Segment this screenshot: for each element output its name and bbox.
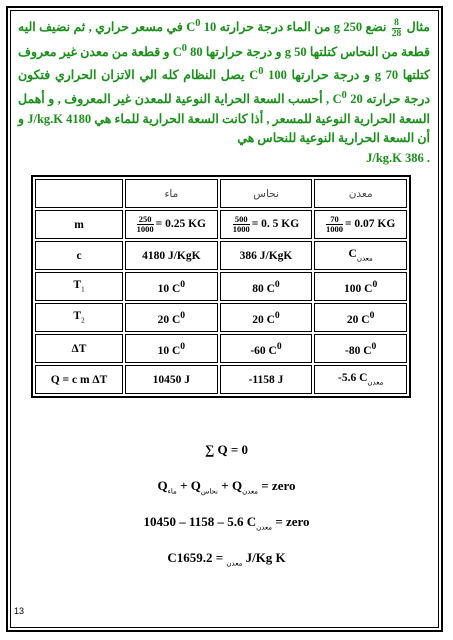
equation-substituted: 10450 – 1158 – 5.6 $C_{معدن}$ = zero [143,514,310,532]
table-row-heat [35,365,407,394]
table-cell: -5.6 $C_{معدن}$ [314,365,407,394]
table-cell: 10 $C^0$ [125,334,218,363]
row-label: Q = c m ΔT [35,365,123,394]
table-cell: -1158 J [220,365,313,394]
table-cell: $\frac{500}{1000}$ = 0. 5 KG [220,210,313,239]
table-header-row [35,179,407,208]
table-cell: 100 $C^0$ [314,272,407,301]
table-row-t2 [35,303,407,332]
table-cell: 10 $C^0$ [125,272,218,301]
table-cell: 386 J/KgK [220,241,313,270]
example-number-fraction: $\frac{8}{28}$ [391,17,402,39]
table-cell: $C_{معدن}$ [314,241,407,270]
table-row-t1 [35,272,407,301]
table-cell: -60 $C^0$ [220,334,313,363]
header-metal: معدن [314,179,407,208]
table-cell: 10450 J [125,365,218,394]
table-cell: 20 $C^0$ [220,303,313,332]
row-label: $T_1$ [35,272,123,301]
table-row-mass [35,210,407,239]
table-corner-cell [35,179,123,208]
row-label: $T_2$ [35,303,123,332]
table-row-delta-t [35,334,407,363]
problem-text: مثال $\frac{8}{28}$ نضع g 250 من الماء درجة حرارته 10 $C^0$ في مسعر حراري , ثم نضيف اليه قطعة من النحاس كتلتها g 50 و درجة حرارتها $C^0$ 80 و قطعة من معدن غير معروف كتلتها g 70 و درجة حرارتها $C^0$ 100 يصل النظام كله الي الاتزان الحراري فتكون درجة حرارته $C^0$ 20 , أحسب السعة الحراية النوعية للمعدن غير المعروف , و أهمل السعة الحرارية النوعية للمسعر , أذا كانت السعة الحرارية للماء هي 4180 J/kg.K و أن السعة الحرارية النوعية للنحاس هي . 386 J/kg.K [18,17,431,165]
equation-sum-q: ∑ Q = 0 [204,442,249,457]
page-number: 13 [14,606,25,616]
table-cell: 20 $C^0$ [125,303,218,332]
row-label: m [35,210,123,239]
table-row-specific-heat [35,241,407,270]
header-water: ماء [125,179,218,208]
table-cell: 20 $C^0$ [314,303,407,332]
data-table [31,175,411,398]
table-cell: 4180 J/KgK [125,241,218,270]
equation-q-sum: $Q_{ماء} + Q_{نحاس} + Q_{معدن}$ = zero [157,478,296,496]
row-label: c [35,241,123,270]
header-copper: نحاس [220,179,313,208]
equation-result: C $_{معدن}$ = 1659.2 J/Kg K [167,550,286,568]
row-label: ΔT [35,334,123,363]
table-cell: -80 $C^0$ [314,334,407,363]
table-cell: $\frac{250}{1000}$ = 0.25 KG [125,210,218,239]
table-cell: 80 $C^0$ [220,272,313,301]
example-label: مثال [406,20,430,35]
table-cell: $\frac{70}{1000}$ = 0.07 KG [314,210,407,239]
